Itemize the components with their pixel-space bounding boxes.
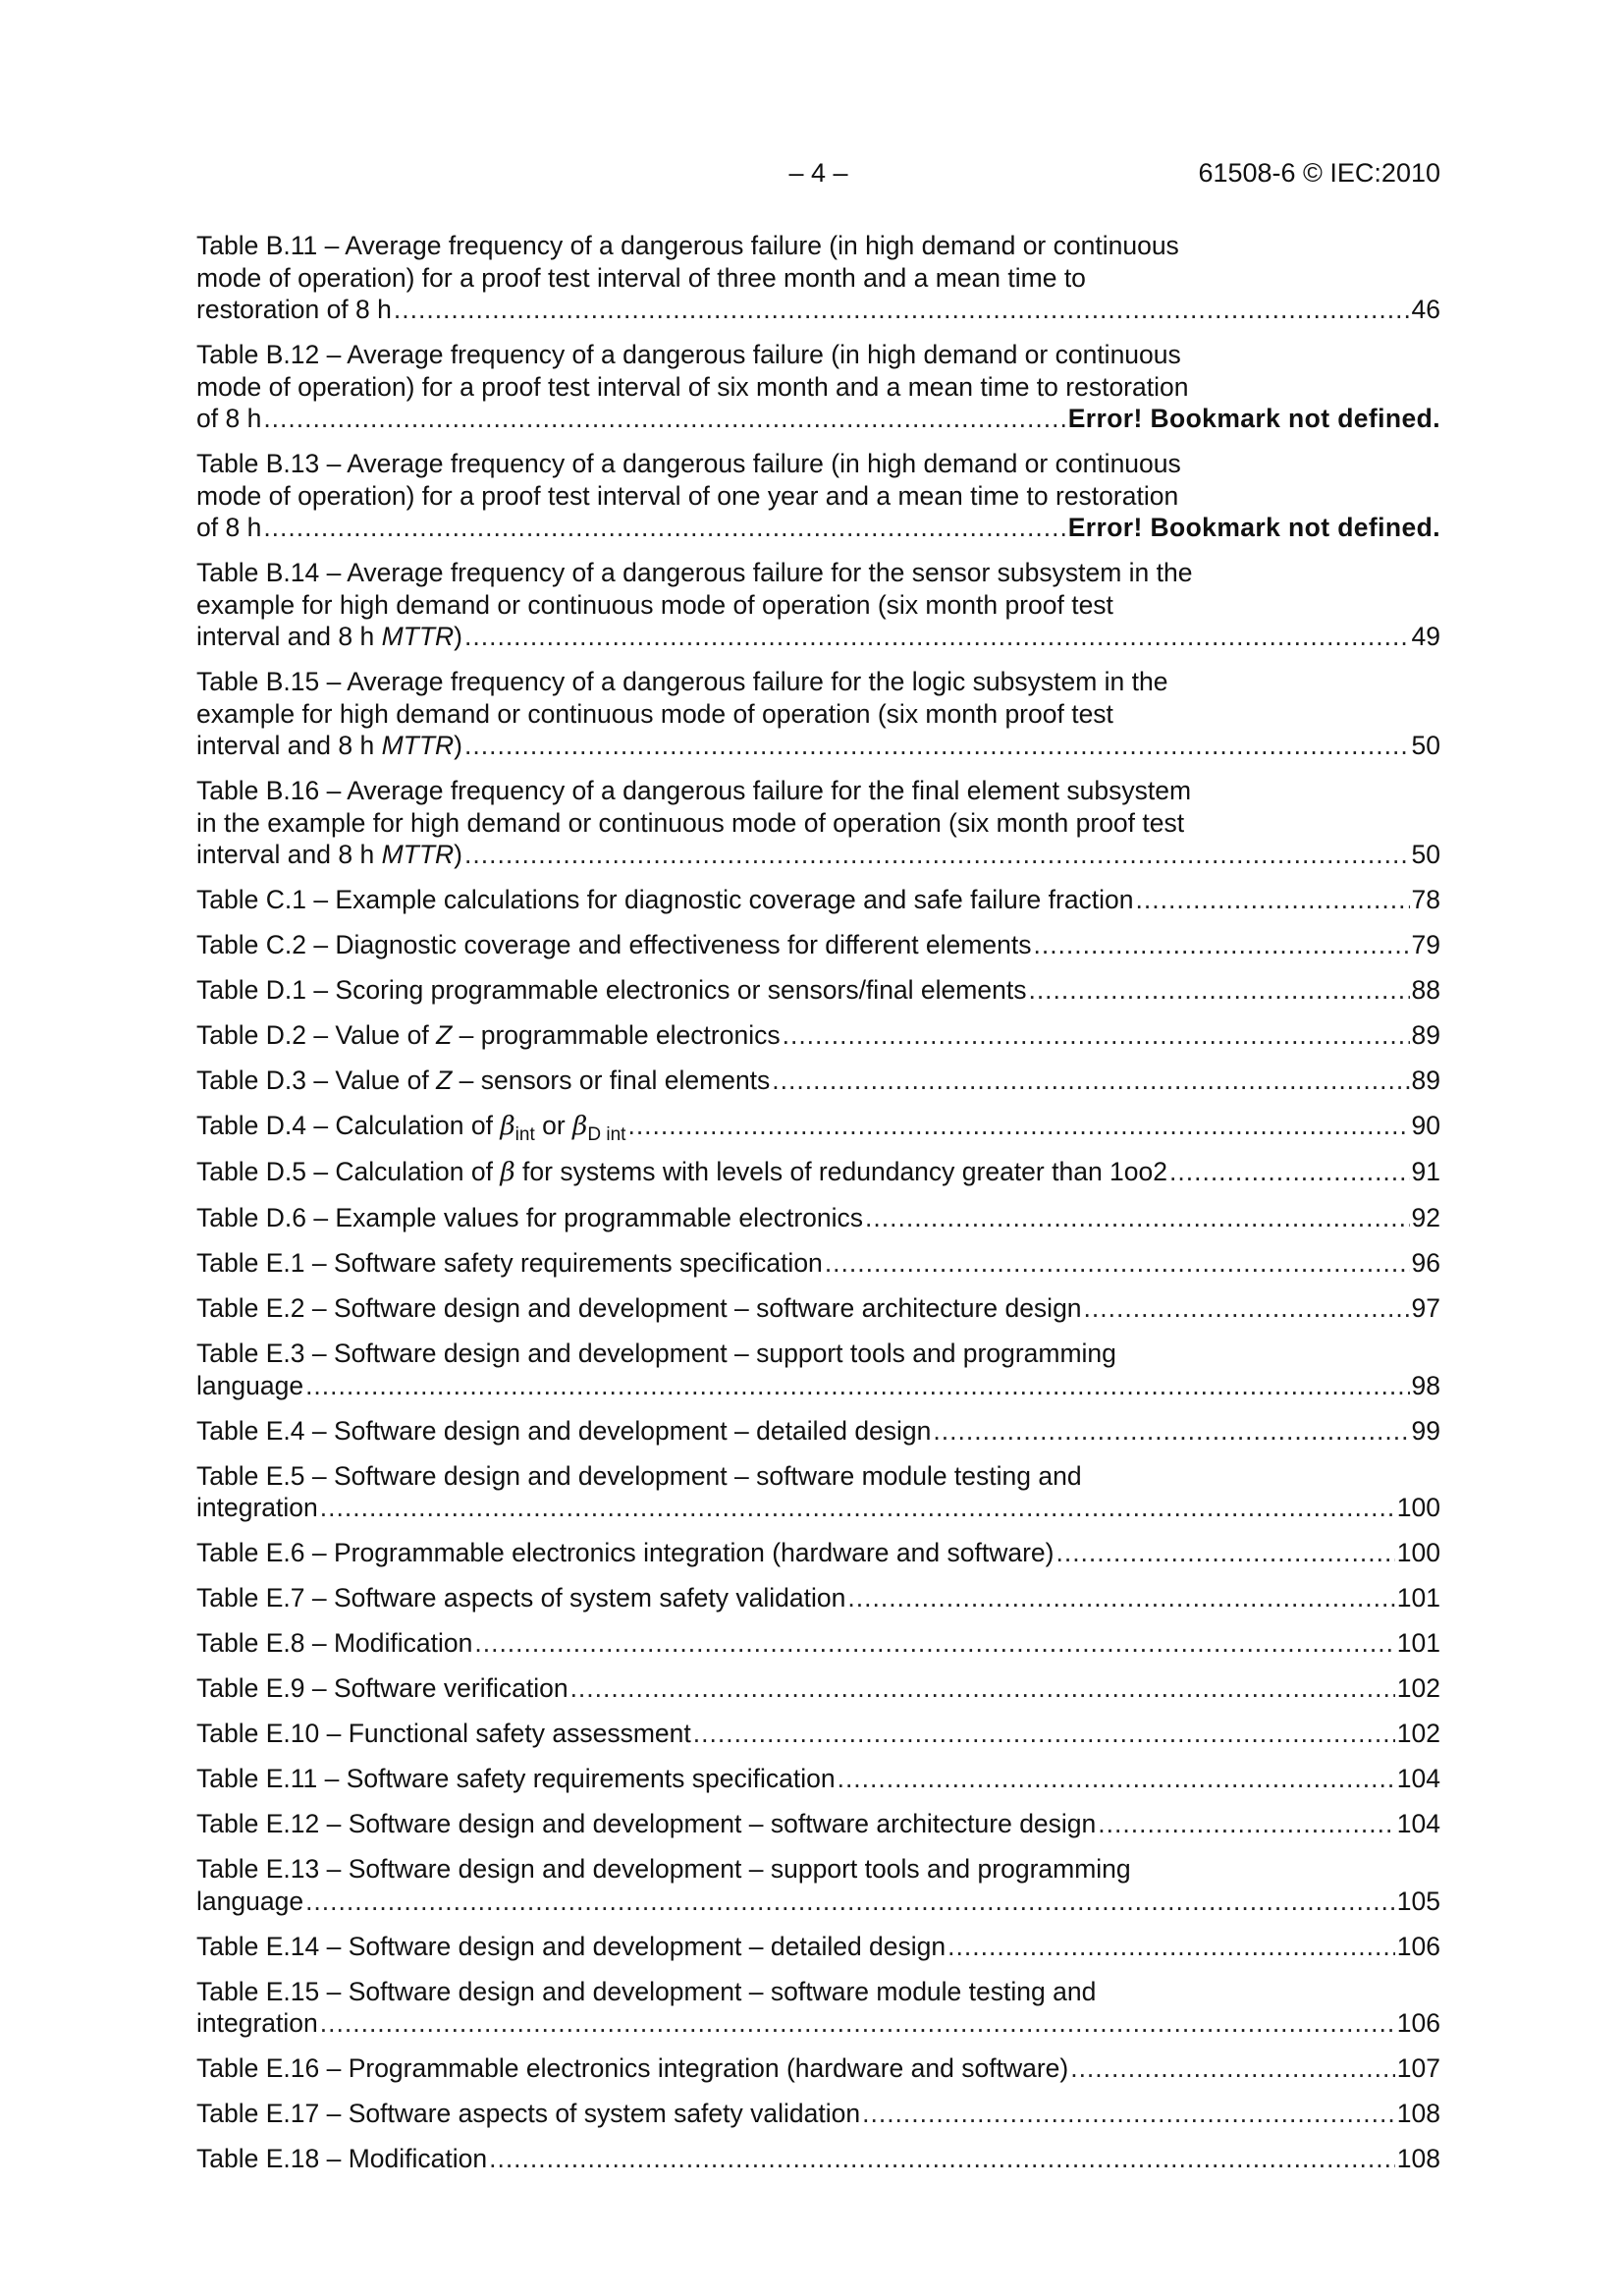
page-ref: 105	[1396, 1886, 1440, 1916]
toc-entry-table-e12[interactable]: Table E.12 – Software design and development – software architecture design ..... 104	[196, 1808, 1440, 1840]
toc-entry-table-e10[interactable]: Table E.10 – Functional safety assessment ..... 102	[196, 1718, 1440, 1750]
page-ref: 107	[1396, 2053, 1440, 2083]
toc-entry-table-b14[interactable]: Table B.14 – Average frequency of a dangerous failure for the sensor subsystem in the example for high demand or continuous mode of operation (six month proof test interval and 8 h MTTR) ..... 49	[196, 557, 1440, 653]
page-ref: 108	[1396, 2144, 1440, 2173]
toc-entry-table-d1[interactable]: Table D.1 – Scoring programmable electronics or sensors/final elements ..... 88	[196, 974, 1440, 1007]
toc-entry-table-e3[interactable]: Table E.3 – Software design and development – support tools and programming language ..... 98	[196, 1338, 1440, 1401]
page-ref: 98	[1411, 1370, 1440, 1400]
page-ref: 79	[1411, 930, 1440, 959]
page-ref: 102	[1396, 1719, 1440, 1748]
toc-entry-table-e6[interactable]: Table E.6 – Programmable electronics integration (hardware and software) ..... 100	[196, 1537, 1440, 1569]
page-ref: 101	[1396, 1583, 1440, 1613]
page-ref: 90	[1411, 1111, 1440, 1140]
page-number: – 4 –	[788, 158, 848, 188]
page-header	[196, 153, 1440, 192]
page-ref: 99	[1411, 1415, 1440, 1446]
toc-entry-table-d6[interactable]: Table D.6 – Example values for programmable electronics ..... 92	[196, 1202, 1440, 1234]
page-ref: 106	[1396, 1931, 1440, 1961]
page-ref: 108	[1396, 2099, 1440, 2128]
toc-entry-table-d4[interactable]: Table D.4 – Calculation of $\beta_{int}$ or $\beta_{D int}$ ..... 90	[196, 1110, 1440, 1143]
toc-entry-table-e16[interactable]: Table E.16 – Programmable electronics integration (hardware and software) ..... 107	[196, 2052, 1440, 2085]
page-ref: 78	[1411, 885, 1440, 914]
toc-entry-table-d3[interactable]: Table D.3 – Value of Z – sensors or final elements ..... 89	[196, 1065, 1440, 1097]
toc-entry-table-d5[interactable]: Table D.5 – Calculation of β for systems with levels of redundancy greater than 1oo2 ..... 91	[196, 1156, 1440, 1189]
toc-entry-table-e18[interactable]: Table E.18 – Modification ..... 108	[196, 2143, 1440, 2175]
beta-symbol: β	[500, 1111, 515, 1141]
page-ref: 104	[1396, 1764, 1440, 1793]
toc-entry-table-e14[interactable]: Table E.14 – Software design and development – detailed design ..... 106	[196, 1931, 1440, 1963]
page-ref: 50	[1411, 840, 1440, 869]
page-ref: 106	[1396, 2008, 1440, 2038]
page-ref: 92	[1411, 1203, 1440, 1232]
toc-entry-table-e2[interactable]: Table E.2 – Software design and development – software architecture design ..... 97	[196, 1292, 1440, 1325]
toc-entry-table-d2[interactable]: Table D.2 – Value of Z – programmable electronics ..... 89	[196, 1019, 1440, 1052]
toc-entry-table-e4[interactable]: Table E.4 – Software design and development – detailed design ..... 99	[196, 1415, 1440, 1448]
toc-entry-table-e5[interactable]: Table E.5 – Software design and development – software module testing and integration ..... 100	[196, 1460, 1440, 1524]
toc-entry-table-e9[interactable]: Table E.9 – Software verification ..... 102	[196, 1672, 1440, 1705]
page-ref: 100	[1396, 1538, 1440, 1567]
bookmark-error: Error! Bookmark not defined.	[1067, 513, 1440, 542]
toc-entry-table-e17[interactable]: Table E.17 – Software aspects of system safety validation ..... 108	[196, 2098, 1440, 2130]
toc-entry-table-e7[interactable]: Table E.7 – Software aspects of system safety validation ..... 101	[196, 1582, 1440, 1614]
list-of-tables	[196, 230, 1440, 2188]
page-ref: 46	[1411, 295, 1440, 324]
page-ref: 88	[1411, 975, 1440, 1005]
toc-entry-table-c1[interactable]: Table C.1 – Example calculations for diagnostic coverage and safe failure fraction ..... 78	[196, 884, 1440, 916]
beta-symbol: β	[500, 1157, 515, 1187]
toc-entry-table-b16[interactable]: Table B.16 – Average frequency of a dangerous failure for the final element subsystem in the example for high demand or continuous mode of operation (six month proof test interval and 8 h MTTR) ..... 50	[196, 775, 1440, 871]
toc-entry-table-b13[interactable]: Table B.13 – Average frequency of a dangerous failure (in high demand or continuous mode of operation) for a proof test interval of one year and a mean time to restoration of 8 h ..... Error! Bookmark not defined.	[196, 448, 1440, 544]
toc-entry-table-b15[interactable]: Table B.15 – Average frequency of a dangerous failure for the logic subsystem in the example for high demand or continuous mode of operation (six month proof test interval and 8 h MTTR) ..... 50	[196, 666, 1440, 762]
page-ref: 89	[1411, 1020, 1440, 1050]
bookmark-error: Error! Bookmark not defined.	[1067, 404, 1440, 433]
page-ref: 101	[1396, 1628, 1440, 1658]
toc-entry-table-b11[interactable]: Table B.11 – Average frequency of a dangerous failure (in high demand or continuous mode of operation) for a proof test interval of three month and a mean time to restoration of 8 h ..... 46	[196, 230, 1440, 326]
page-ref: 50	[1411, 731, 1440, 760]
page-ref: 102	[1396, 1673, 1440, 1703]
beta-symbol: β	[572, 1111, 588, 1141]
page-ref: 89	[1411, 1066, 1440, 1095]
page-ref: 91	[1411, 1157, 1440, 1186]
toc-entry-table-b12[interactable]: Table B.12 – Average frequency of a dangerous failure (in high demand or continuous mode of operation) for a proof test interval of six month and a mean time to restoration of 8 h ..... Error! Bookmark not defined.	[196, 339, 1440, 435]
toc-entry-table-e11[interactable]: Table E.11 – Software safety requirements specification ..... 104	[196, 1763, 1440, 1795]
toc-entry-table-c2[interactable]: Table C.2 – Diagnostic coverage and effectiveness for different elements ..... 79	[196, 929, 1440, 961]
toc-entry-table-e8[interactable]: Table E.8 – Modification ..... 101	[196, 1627, 1440, 1660]
page-ref: 97	[1411, 1293, 1440, 1323]
toc-entry-table-e13[interactable]: Table E.13 – Software design and development – support tools and programming language ..... 105	[196, 1853, 1440, 1917]
page-ref: 96	[1411, 1248, 1440, 1278]
toc-entry-table-e1[interactable]: Table E.1 – Software safety requirements specification ..... 96	[196, 1247, 1440, 1280]
page-ref: 100	[1396, 1493, 1440, 1522]
document-reference: 61508-6 © IEC:2010	[1198, 158, 1440, 188]
toc-entry-table-e15[interactable]: Table E.15 – Software design and development – software module testing and integration ..... 106	[196, 1976, 1440, 2040]
page-ref: 49	[1411, 622, 1440, 651]
page-ref: 104	[1396, 1809, 1440, 1838]
